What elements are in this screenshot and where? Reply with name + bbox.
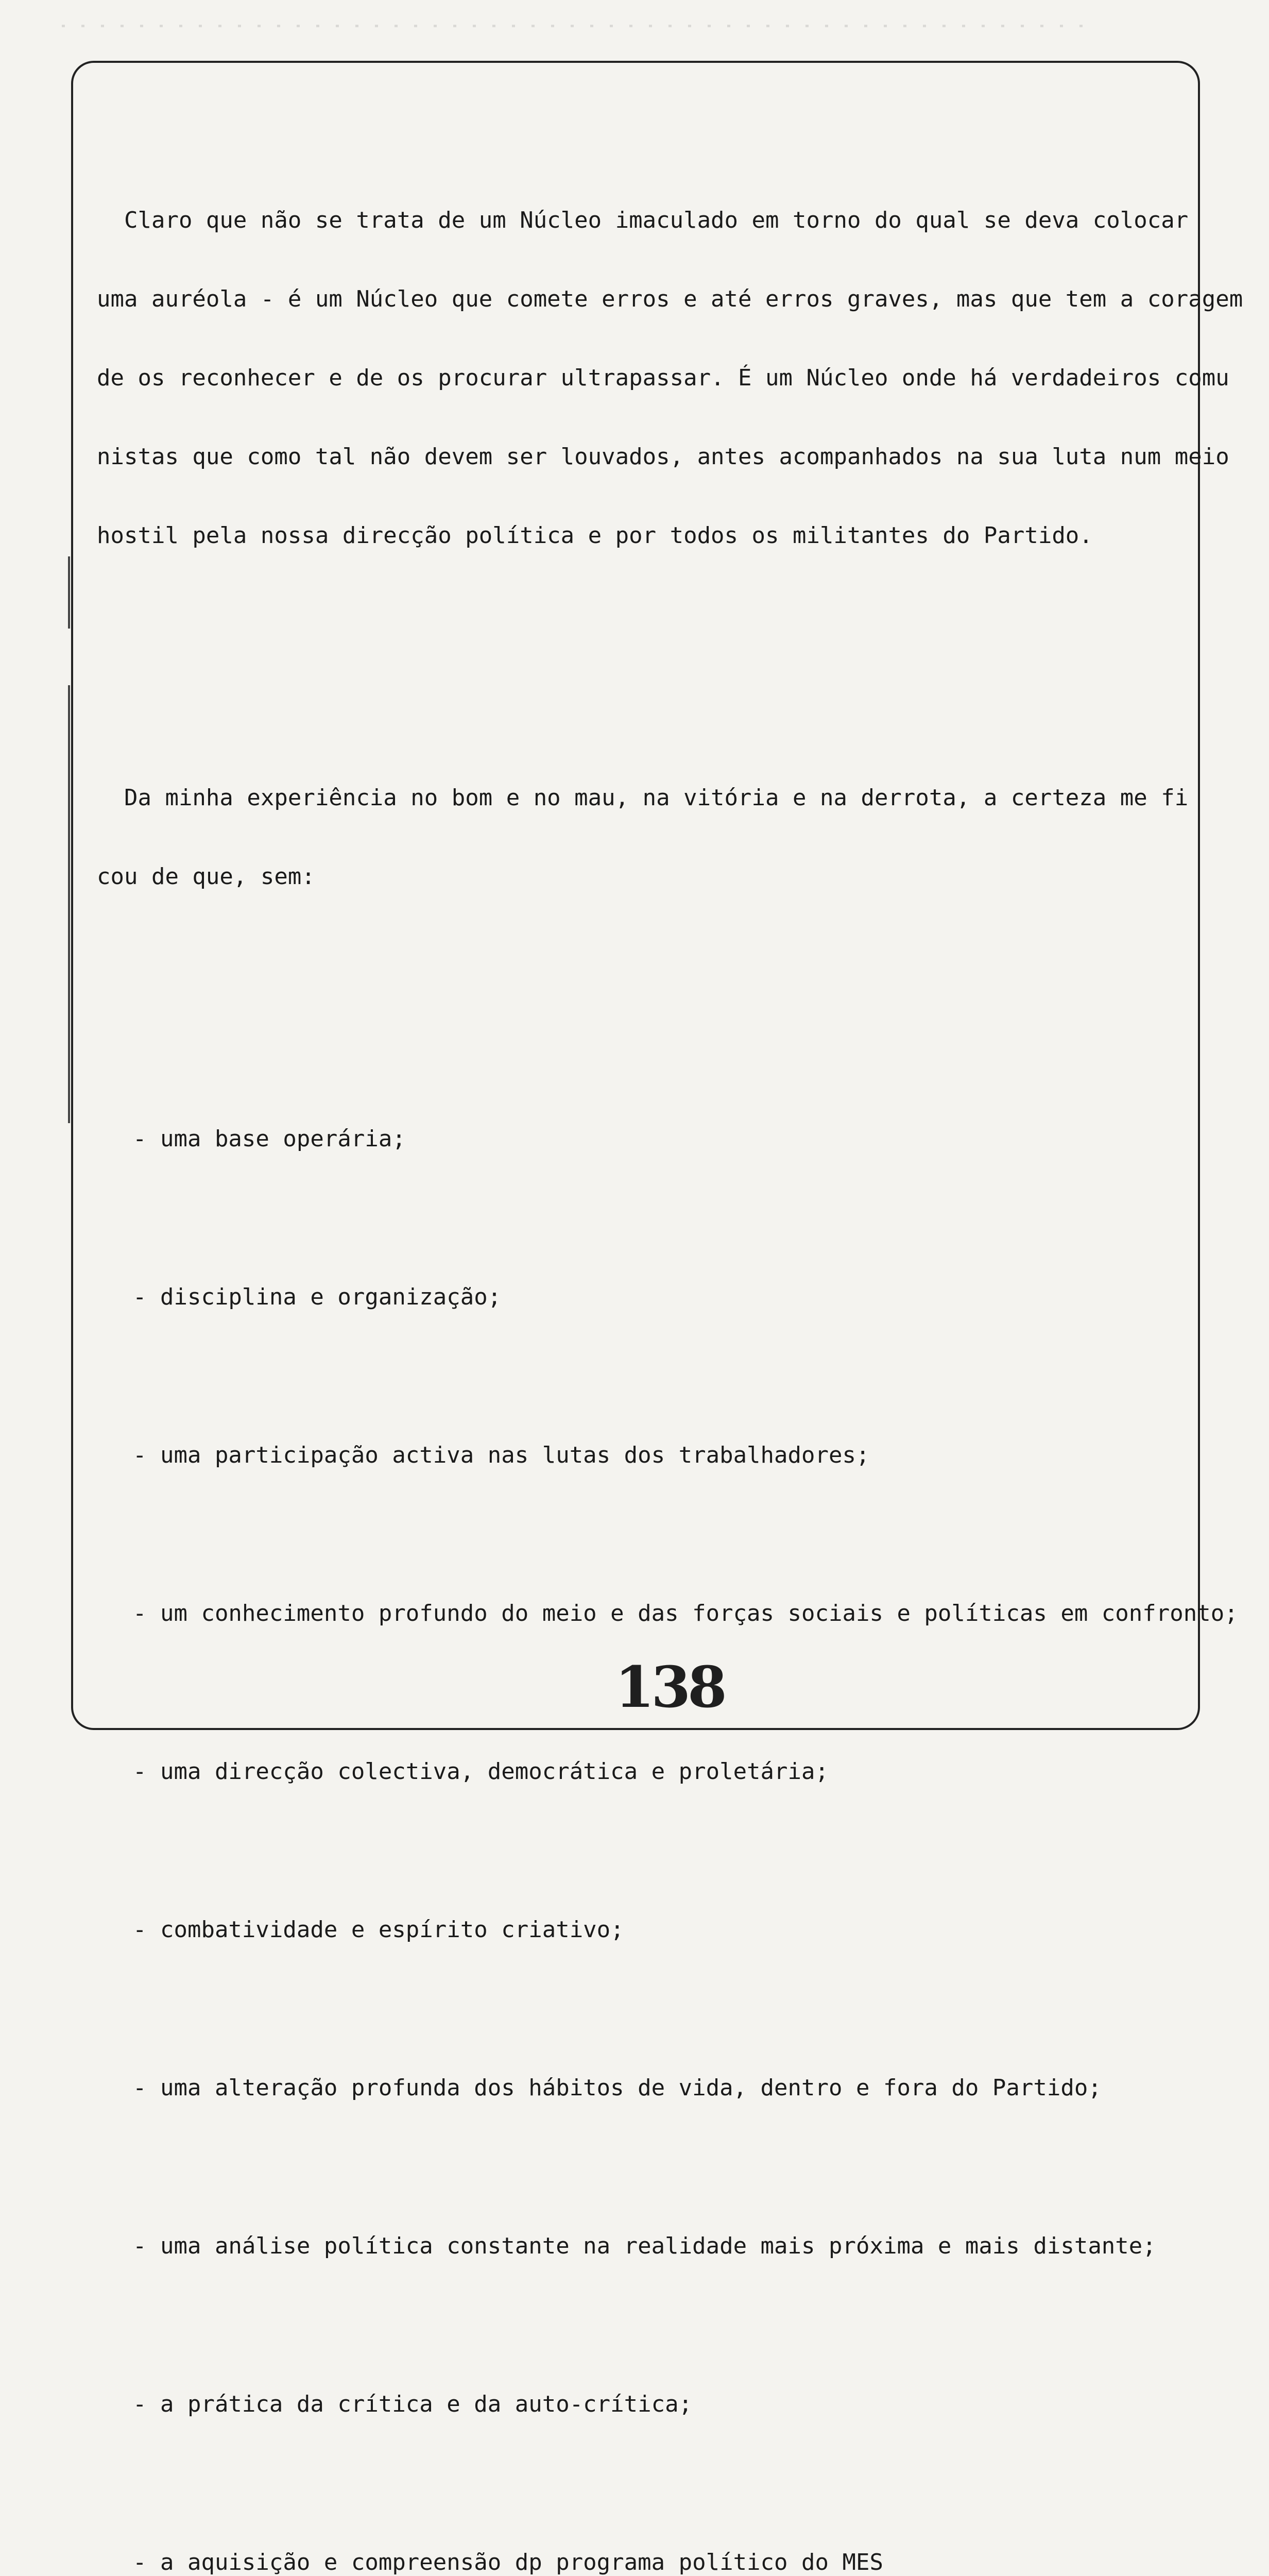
paragraph-1 bbox=[97, 155, 1243, 601]
page-number: 138 bbox=[608, 1651, 731, 1723]
text-line: nistas que como tal não devem ser louvados, antes acompanhados na sua luta num meio bbox=[97, 444, 1229, 470]
conditions-list bbox=[97, 1073, 1238, 2576]
text-line: Da minha experiência no bom e no mau, na vitória e na derrota, a certeza me fi bbox=[97, 785, 1189, 811]
paragraph-2 bbox=[97, 732, 1189, 942]
header-scan-marks bbox=[62, 25, 1092, 27]
list-item: - uma base operária; bbox=[133, 1126, 406, 1152]
list-item: - a aquisição e compreensão dp programa político do MES bbox=[133, 2549, 883, 2575]
text-line: Claro que não se trata de um Núcleo imaculado em torno do qual se deva colocar bbox=[97, 207, 1189, 233]
list-item: - uma participação activa nas lutas dos trabalhadores; bbox=[133, 1442, 870, 1468]
text-line: hostil pela nossa direcção política e por todos os militantes do Partido. bbox=[97, 522, 1093, 549]
list-item: - combatividade e espírito criativo; bbox=[133, 1917, 624, 1943]
list-item: - disciplina e organização; bbox=[133, 1284, 502, 1310]
text-line: uma auréola - é um Núcleo que comete erros e até erros graves, mas que tem a coragem bbox=[97, 286, 1243, 312]
text-line: cou de que, sem: bbox=[97, 863, 315, 890]
text-line: de os reconhecer e de os procurar ultrapassar. É um Núcleo onde há verdadeiros comu bbox=[97, 365, 1229, 391]
list-item: - a prática da crítica e da auto-crítica; bbox=[133, 2391, 693, 2417]
list-item: - um conhecimento profundo do meio e das forças sociais e políticas em confronto; bbox=[133, 1600, 1238, 1626]
list-item: - uma análise política constante na realidade mais próxima e mais distante; bbox=[133, 2233, 1156, 2259]
list-item: - uma direcção colectiva, democrática e proletária; bbox=[133, 1758, 829, 1785]
list-item: - uma alteração profunda dos hábitos de vida, dentro e fora do Partido; bbox=[133, 2075, 1102, 2101]
document-body bbox=[97, 102, 1243, 2576]
